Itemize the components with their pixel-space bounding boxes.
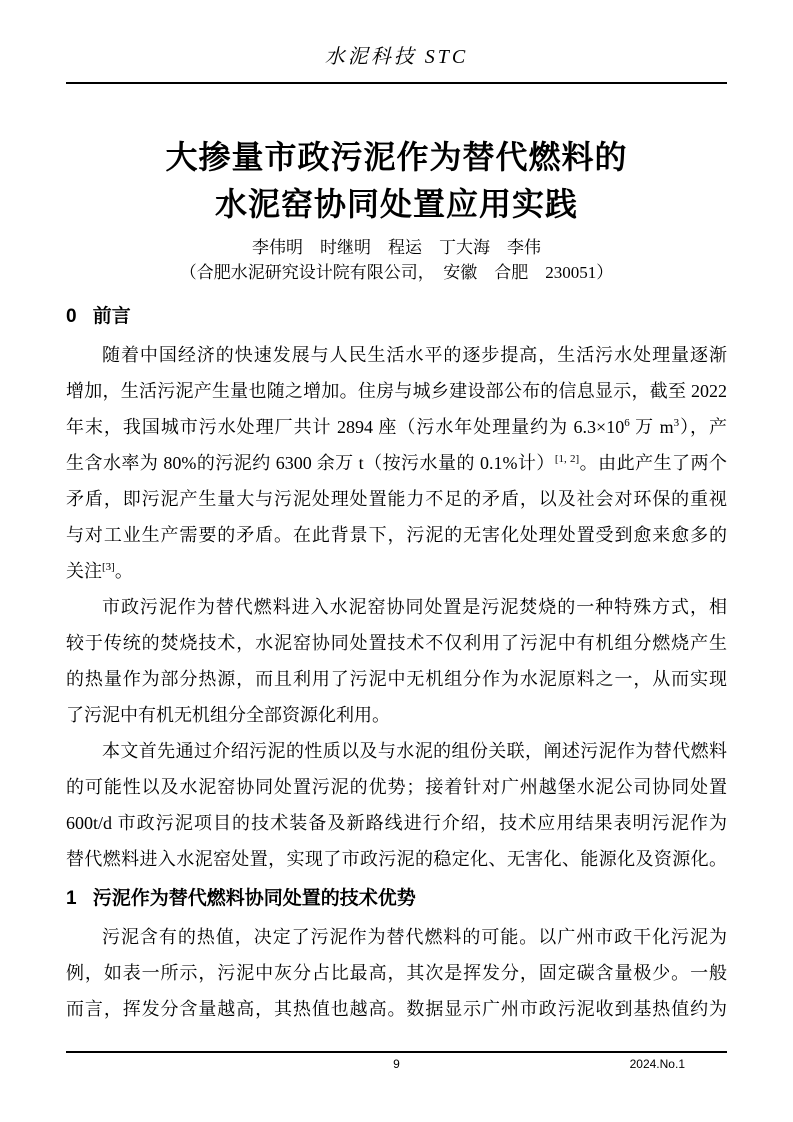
text-line: 关注[3]。 [66, 561, 133, 581]
affiliation-line: （合肥水泥研究设计院有限公司， 安徽 合肥 230051） [179, 263, 614, 282]
footer-rule [66, 1051, 727, 1053]
section-1-number: 1 [66, 888, 77, 909]
article-title-line-1: 大掺量市政污泥作为替代燃料的 [165, 139, 628, 175]
text-line: 的可能性以及水泥窑协同处置污泥的优势；接着针对广州越堡水泥公司协同处置 [66, 777, 727, 797]
issue-label: 2024.No.1 [629, 1057, 685, 1071]
paragraph-2 [66, 589, 727, 733]
text-line: 例，如表一所示，污泥中灰分占比最高，其次是挥发分，固定碳含量极少。一般 [66, 963, 727, 983]
text-line: 与对工业生产需要的矛盾。在此背景下，污泥的无害化处理处置受到愈来愈多的 [66, 525, 727, 545]
citation-ref: [1, 2] [554, 453, 580, 465]
text-line: 了污泥中有机无机组分全部资源化利用。 [66, 705, 390, 725]
section-0-number: 0 [66, 306, 77, 327]
citation-ref: [3] [102, 561, 115, 573]
text-line: 矛盾，即污泥产生量大与污泥处理处置能力不足的矛盾，以及社会对环保的重视 [66, 489, 727, 509]
text-line: 而言，挥发分含量越高，其热值也越高。数据显示广州市政污泥收到基热值约为 [66, 999, 727, 1019]
text-line: 本文首先通过介绍污泥的性质以及与水泥的组份关联，阐述污泥作为替代燃料 [102, 741, 727, 761]
text-line: 的热量作为部分热源，而且利用了污泥中无机组分作为水泥原料之一，从而实现 [66, 669, 727, 689]
text-line: 年末，我国城市污水处理厂共计 2894 座（污水年处理量约为 6.3×10$^6$ 万 m$^3$），产 [66, 417, 728, 437]
authors-line: 李伟明 时继明 程运 丁大海 李伟 [252, 238, 541, 257]
text-line: 随着中国经济的快速发展与人民生活水平的逐步提高，生活污水处理量逐渐 [102, 345, 727, 365]
section-1-heading [66, 885, 727, 913]
superscript-exponent: 3 [673, 417, 680, 429]
article-title [66, 134, 727, 228]
paragraph-3 [66, 733, 727, 877]
paragraph-4 [66, 919, 727, 1027]
page-footer [66, 1051, 727, 1073]
section-0-title: 前言 [92, 306, 131, 327]
article-title-line-2: 水泥窑协同处置应用实践 [214, 186, 578, 222]
text-line: 替代燃料进入水泥窑处置，实现了市政污泥的稳定化、无害化、能源化及资源化。 [66, 849, 727, 869]
text-line: 较于传统的焚烧技术，水泥窑协同处置技术不仅利用了污泥中有机组分燃烧产生 [66, 633, 727, 653]
header-rule [66, 82, 727, 84]
journal-title: 水泥科技 STC [324, 46, 469, 68]
footer-row [66, 1056, 727, 1073]
superscript-exponent: 6 [624, 417, 630, 429]
text-line: 600t/d 市政污泥项目的技术装备及新路线进行介绍，技术应用结果表明污泥作为 [66, 813, 727, 833]
text-line: 市政污泥作为替代燃料进入水泥窑协同处置是污泥焚烧的一种特殊方式，相 [102, 597, 727, 617]
text-line: 污泥含有的热值，决定了污泥作为替代燃料的可能。以广州市政干化污泥为 [102, 927, 727, 947]
paragraph-1 [66, 337, 727, 589]
text-line: 增加，生活污泥产生量也随之增加。住房与城乡建设部公布的信息显示，截至 2022 [66, 381, 727, 401]
text-line: 生含水率为 80%的污泥约 6300 余万 t（按污水量的 0.1%计）[1, 2]。由此产生了两个 [66, 453, 728, 473]
section-1-title: 污泥作为替代燃料协同处置的技术优势 [92, 888, 416, 909]
page-number: 9 [393, 1057, 400, 1071]
section-0-heading [66, 303, 727, 331]
